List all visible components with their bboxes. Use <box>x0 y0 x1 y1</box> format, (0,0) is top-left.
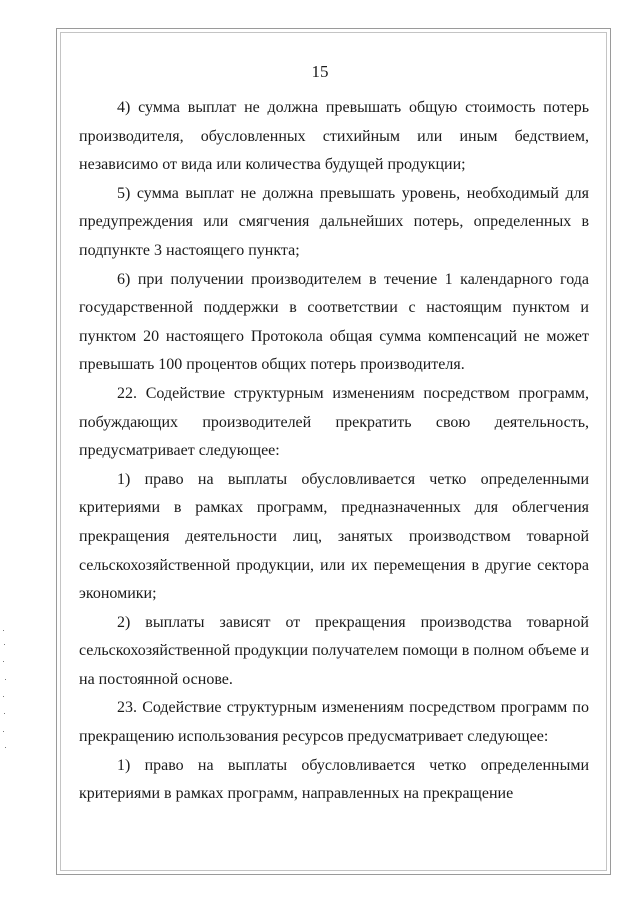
document-body <box>79 94 589 809</box>
paragraph-23-1: 1) право на выплаты обусловливается четко определенными критериями в рамках программ, направленных на прекращение <box>79 756 589 803</box>
paragraph-4: 4) сумма выплат не должна превышать общую стоимость потерь производителя, обусловленных стихийным или иным бедствием, независимо от вида или количества будущей продукции; <box>79 99 589 174</box>
scan-margin-marks <box>3 630 7 750</box>
paragraph-23: 23. Содействие структурным изменениям посредством программ по прекращению использования ресурсов предусматривает следующее: <box>79 699 589 746</box>
paragraph-22-1: 1) право на выплаты обусловливается четко определенными критериями в рамках программ, предназначенных для облегчения прекращения деятельности лиц, занятых производством товарной сельскохозяйственной продукции, или их перемещения в другие сектора экономики; <box>79 470 589 603</box>
paragraph-22-2: 2) выплаты зависят от прекращения производства товарной сельскохозяйственной продукции получателем помощи в полном объеме и на постоянной основе. <box>79 613 589 688</box>
page-number: 15 <box>311 62 329 81</box>
paragraph-6: 6) при получении производителем в течение 1 календарного года государственной поддержки в соответствии с настоящим пунктом и пунктом 20 настоящего Протокола общая сумма компенсаций не может превышать 100 процентов общих потерь производителя. <box>79 270 589 374</box>
paragraph-5: 5) сумма выплат не должна превышать уровень, необходимый для предупреждения или смягчения дальнейших потерь, определенных в подпункте 3 настоящего пункта; <box>79 184 589 259</box>
paragraph-22: 22. Содействие структурным изменениям посредством программ, побуждающих производителей прекратить свою деятельность, предусматривает следующее: <box>79 384 589 460</box>
